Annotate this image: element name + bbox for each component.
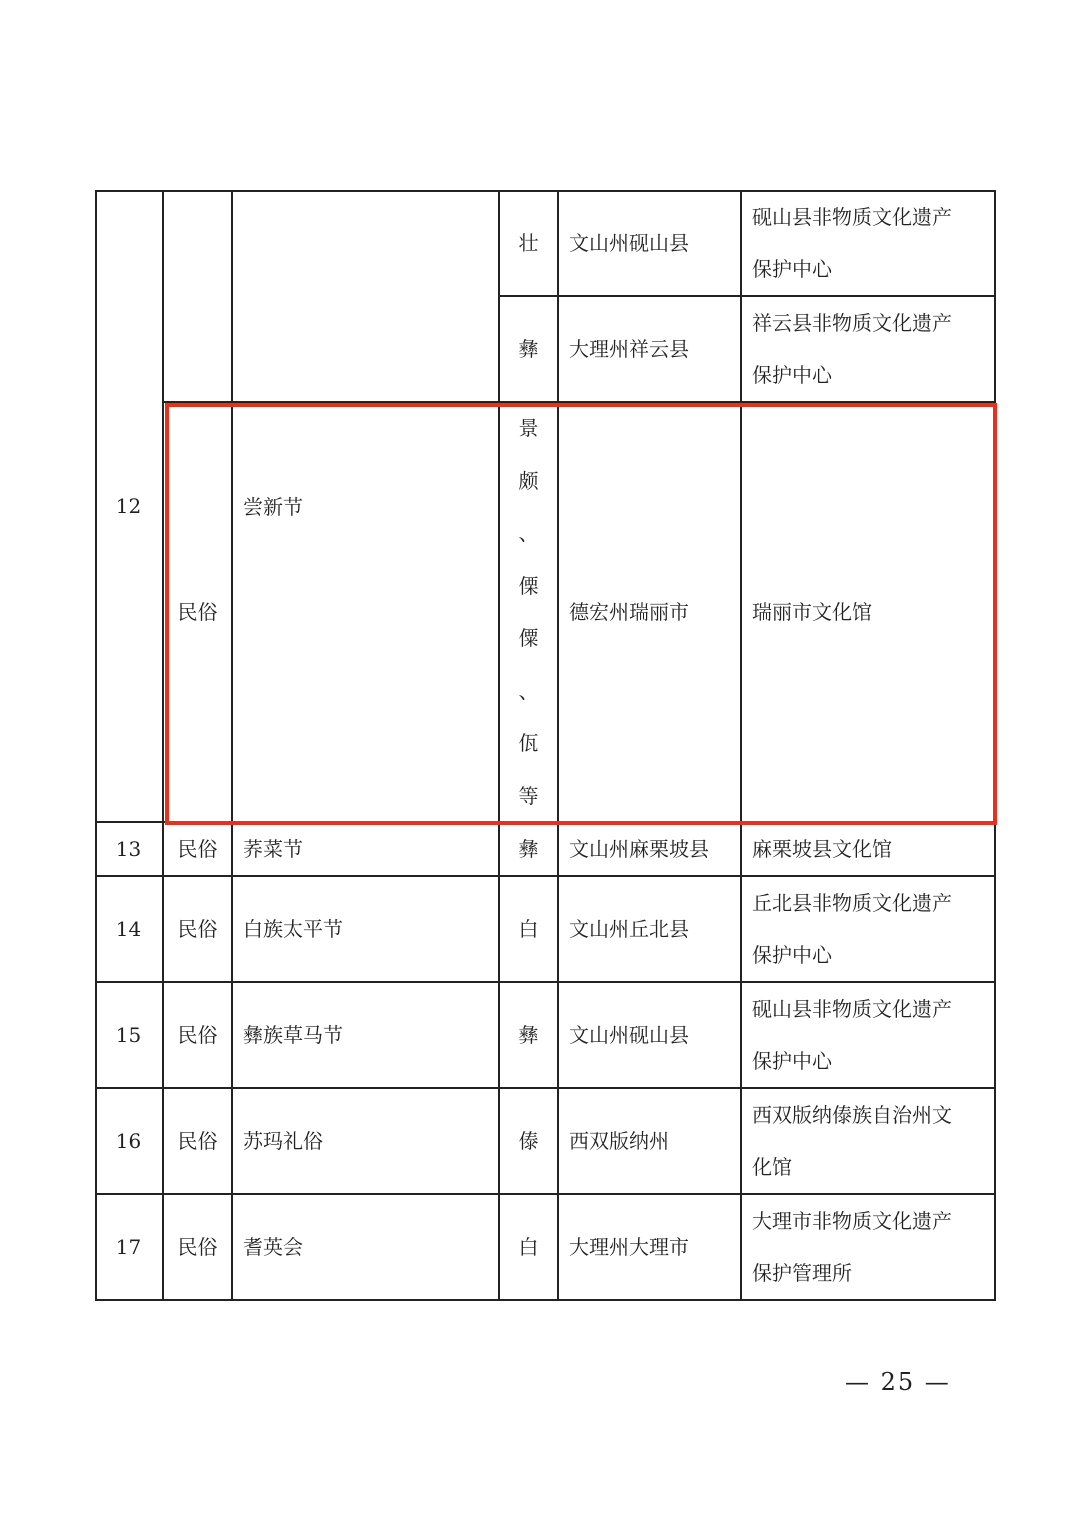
ethnicity-char: 等 <box>518 783 539 808</box>
unit-line: 保护中心 <box>752 363 832 387</box>
cell-name-continued <box>233 190 500 403</box>
cell-name-13: 荞菜节 <box>233 823 500 877</box>
heritage-table <box>95 190 996 1301</box>
ethnicity-char: 僳 <box>518 626 539 650</box>
cell-name-17: 耆英会 <box>233 1195 500 1301</box>
cell-category-12: 民俗 <box>164 403 233 823</box>
unit-line: 大理市非物质文化遗产 <box>752 1209 952 1233</box>
unit-line: 保护管理所 <box>752 1261 852 1285</box>
unit-line: 保护中心 <box>752 943 832 967</box>
unit-line: 保护中心 <box>752 256 832 281</box>
cell-ethnicity-12 <box>500 403 559 823</box>
cell-ethnicity-14: 白 <box>500 877 559 983</box>
cell-ethnicity-13: 彝 <box>500 823 559 877</box>
unit-line: 西双版纳傣族自治州文 <box>752 1103 952 1127</box>
ethnicity-char: 、 <box>518 678 539 703</box>
cell-region-13: 文山州麻栗坡县 <box>559 823 742 877</box>
cell-no-16: 16 <box>95 1089 164 1195</box>
cell-unit-a <box>742 190 996 297</box>
cell-unit-14 <box>742 877 996 983</box>
cell-unit-13: 麻栗坡县文化馆 <box>742 823 996 877</box>
cell-category-17: 民俗 <box>164 1195 233 1301</box>
unit-line: 丘北县非物质文化遗产 <box>752 891 952 915</box>
cell-region-b: 大理州祥云县 <box>559 297 742 403</box>
cell-region-17: 大理州大理市 <box>559 1195 742 1301</box>
cell-no-13: 13 <box>95 823 164 877</box>
cell-category-14: 民俗 <box>164 877 233 983</box>
unit-line: 砚山县非物质文化遗产 <box>752 997 952 1021</box>
cell-no-15: 15 <box>95 983 164 1089</box>
cell-ethnicity-a: 壮 <box>500 190 559 297</box>
unit-line: 化馆 <box>752 1155 792 1179</box>
unit-line: 砚山县非物质文化遗产 <box>752 204 952 229</box>
unit-line: 保护中心 <box>752 1049 832 1073</box>
ethnicity-char: 佤 <box>518 731 539 755</box>
cell-category-16: 民俗 <box>164 1089 233 1195</box>
page-number: — 25 — <box>845 1368 951 1396</box>
cell-ethnicity-b: 彝 <box>500 297 559 403</box>
unit-line: 祥云县非物质文化遗产 <box>752 311 952 335</box>
cell-category-continued <box>164 190 233 403</box>
cell-name-12: 尝新节 <box>233 403 500 823</box>
ethnicity-char: 颇 <box>518 468 539 493</box>
cell-name-15: 彝族草马节 <box>233 983 500 1089</box>
cell-ethnicity-15: 彝 <box>500 983 559 1089</box>
cell-region-a: 文山州砚山县 <box>559 190 742 297</box>
cell-region-14: 文山州丘北县 <box>559 877 742 983</box>
cell-no-17: 17 <box>95 1195 164 1301</box>
cell-ethnicity-16: 傣 <box>500 1089 559 1195</box>
cell-region-15: 文山州砚山县 <box>559 983 742 1089</box>
cell-category-15: 民俗 <box>164 983 233 1089</box>
ethnicity-char: 、 <box>518 521 539 545</box>
cell-category-13: 民俗 <box>164 823 233 877</box>
ethnicity-char: 景 <box>518 416 539 440</box>
cell-name-14: 白族太平节 <box>233 877 500 983</box>
cell-unit-12: 瑞丽市文化馆 <box>742 403 996 823</box>
cell-name-16: 苏玛礼俗 <box>233 1089 500 1195</box>
cell-unit-b <box>742 297 996 403</box>
cell-region-16: 西双版纳州 <box>559 1089 742 1195</box>
ethnicity-char: 傈 <box>518 573 539 598</box>
cell-unit-16 <box>742 1089 996 1195</box>
cell-ethnicity-17: 白 <box>500 1195 559 1301</box>
cell-unit-17 <box>742 1195 996 1301</box>
cell-region-12: 德宏州瑞丽市 <box>559 403 742 823</box>
cell-no-14: 14 <box>95 877 164 983</box>
cell-no-12: 12 <box>95 190 164 823</box>
cell-unit-15 <box>742 983 996 1089</box>
